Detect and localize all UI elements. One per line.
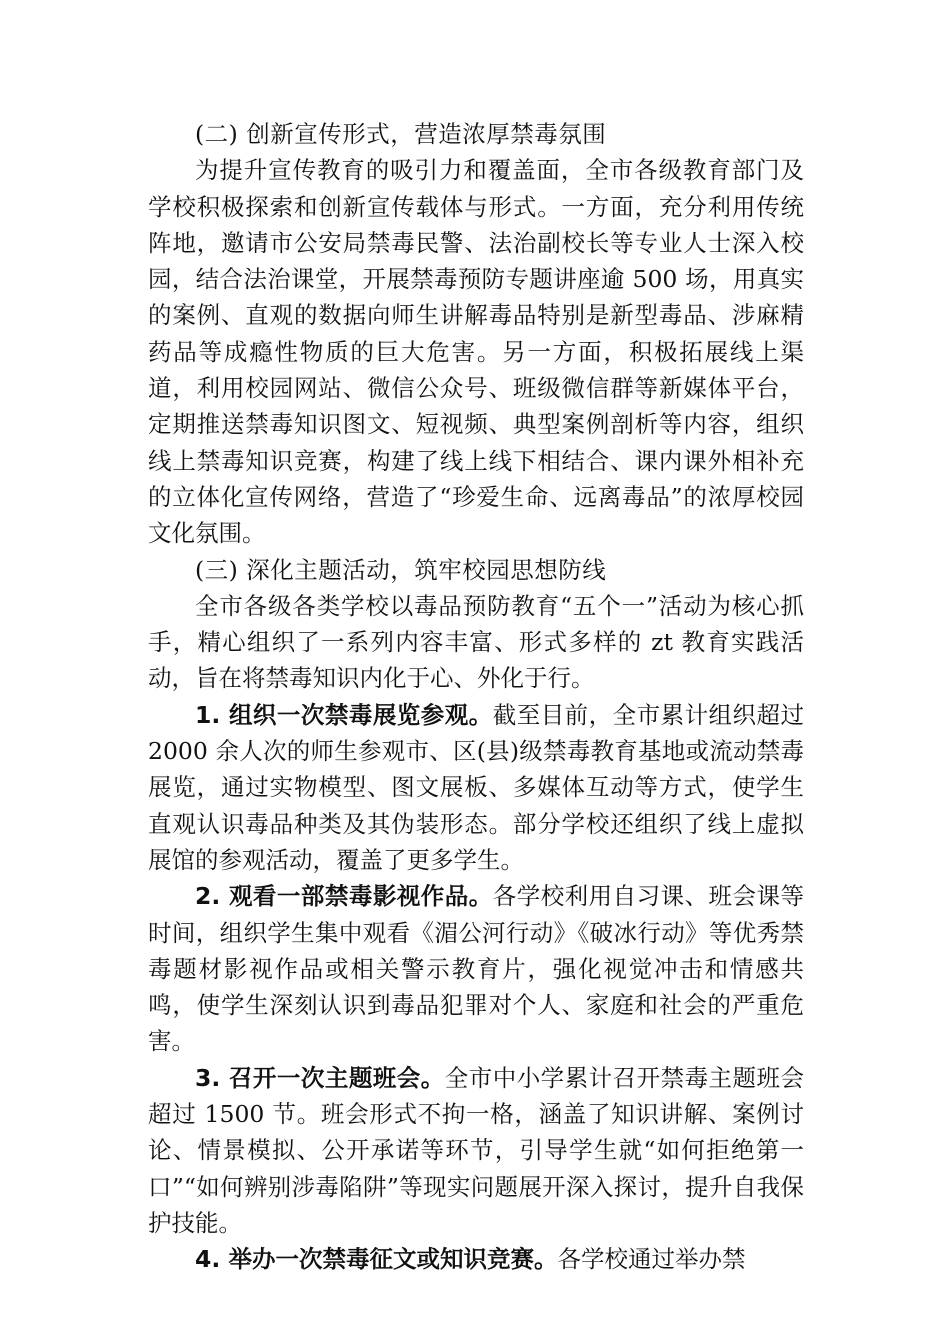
activity-item-4 <box>148 1241 804 1277</box>
section-heading-3: (三) 深化主题活动，筑牢校园思想防线 <box>195 555 607 584</box>
activity-item-1-text: 截至目前，全市累计组织超过 2000 余人次的师生参观市、区(县)级禁毒教育基地或流动禁毒展览，通过实物模型、图文展板、多媒体互动等方式，使学生直观认识毒品种类及其伪装形态。部分学校还组织了线上虚拟展馆的参观活动，覆盖了更多学生。 <box>148 700 804 874</box>
section-3-paragraph: 全市各级各类学校以毒品预防教育“五个一”活动为核心抓手，精心组织了一系列内容丰富、形式多样的 zt 教育实践活动，旨在将禁毒知识内化于心、外化于行。 <box>148 591 804 693</box>
section-2-paragraph: 为提升宣传教育的吸引力和覆盖面，全市各级教育部门及学校积极探索和创新宣传载体与形式。一方面，充分利用传统阵地，邀请市公安局禁毒民警、法治副校长等专业人士深入校园，结合法治课堂，开展禁毒预防专题讲座逾 500 场，用真实的案例、直观的数据向师生讲解毒品特别是新型毒品、涉麻精药品等成瘾性物质的巨大危害。另一方面，积极拓展线上渠道，利用校园网站、微信公众号、班级微信群等新媒体平台，定期推送禁毒知识图文、短视频、典型案例剖析等内容，组织线上禁毒知识竞赛，构建了线上线下相结合、课内课外相补充的立体化宣传网络，营造了“珍爱生命、远离毒品”的浓厚校园文化氛围。 <box>148 156 804 548</box>
activity-item-1 <box>148 697 804 878</box>
activity-item-3 <box>148 1060 804 1241</box>
activity-item-2-lead: 2. 观看一部禁毒影视作品。 <box>195 882 493 911</box>
activity-item-1-lead: 1. 组织一次禁毒展览参观。 <box>195 700 493 729</box>
activity-item-3-lead: 3. 召开一次主题班会。 <box>195 1063 445 1092</box>
section-heading-2: (二) 创新宣传形式，营造浓厚禁毒氛围 <box>195 120 607 148</box>
activity-item-3-text: 全市中小学累计召开禁毒主题班会超过 1500 节。班会形式不拘一格，涵盖了知识讲解、案例讨论、情景模拟、公开承诺等环节，引导学生就“如何拒绝第一口”“如何辨别涉毒陷阱”等现实问题展开深入探讨，提升自我保护技能。 <box>148 1063 804 1237</box>
activity-item-2-text: 各学校利用自习课、班会课等时间，组织学生集中观看《湄公河行动》《破冰行动》等优秀禁毒题材影视作品或相关警示教育片，强化视觉冲击和情感共鸣，使学生深刻认识到毒品犯罪对个人、家庭和社会的严重危害。 <box>148 882 804 1056</box>
document-page <box>148 116 804 1278</box>
activity-item-4-text: 各学校通过举办禁 <box>557 1245 746 1274</box>
activity-item-4-lead: 4. 举办一次禁毒征文或知识竞赛。 <box>195 1245 558 1274</box>
activity-item-2 <box>148 878 804 1059</box>
